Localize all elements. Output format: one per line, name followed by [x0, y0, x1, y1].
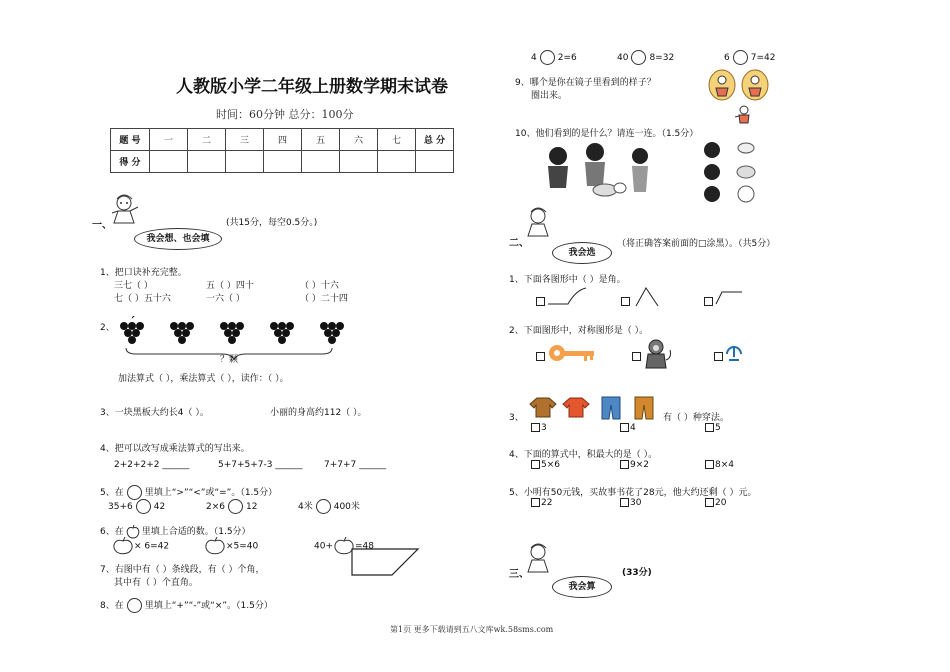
- section1-bubble: 我会想、也会填: [134, 228, 222, 250]
- lamp-symbol-icon: [724, 343, 744, 363]
- q7-line: 其中有（ ）个直角。: [114, 578, 198, 588]
- q5-item-row: [298, 499, 360, 514]
- option-label: 20: [715, 498, 727, 508]
- q10-stem: 10、他们看到的是什么？请连一连。（1.5分）: [515, 129, 699, 139]
- compare-circle[interactable]: [228, 499, 243, 514]
- q6-stem-end: 里填上合适的数。（1.5分）: [141, 527, 251, 537]
- eq-operand: 40: [617, 53, 629, 63]
- answer-checkbox[interactable]: [620, 460, 629, 469]
- table-cell[interactable]: [416, 151, 454, 173]
- eq-operand: 4: [531, 53, 537, 63]
- curve-shape-icon: [546, 284, 588, 306]
- q5-item: 35+6: [108, 502, 133, 512]
- q8-stem-start: 8、在: [100, 601, 124, 611]
- answer-checkbox[interactable]: [620, 498, 629, 507]
- answer-checkbox[interactable]: [620, 423, 629, 432]
- q6-item: =48: [355, 541, 374, 552]
- grape-bunch-icon: [270, 322, 294, 344]
- children-observing-illustration: [540, 140, 655, 200]
- q4-item: 5+7+5+7-3 ______: [218, 460, 303, 470]
- table-cell: 题 号: [111, 129, 150, 151]
- answer-checkbox[interactable]: [705, 423, 714, 432]
- table-cell[interactable]: [340, 151, 378, 173]
- answer-checkbox[interactable]: [531, 423, 540, 432]
- s2-q1-stem: 1、下面各图形中（ ）是角。: [509, 275, 626, 285]
- table-cell[interactable]: [264, 151, 302, 173]
- table-cell: 三: [226, 129, 264, 151]
- option-label: 5×6: [541, 460, 560, 470]
- s2-q4-option: [531, 460, 560, 470]
- mirror-image-option-icon[interactable]: [740, 68, 770, 102]
- eq-rest: 7=42: [750, 53, 776, 63]
- section2-points: （将正确答案前面的□涂黑）。（共5分）: [617, 239, 776, 249]
- mirror-image-option-icon[interactable]: [707, 68, 737, 102]
- sweater-icon: [562, 396, 590, 418]
- section3-bubble: 我会算: [552, 576, 612, 598]
- table-cell[interactable]: [302, 151, 340, 173]
- option-label: 3: [541, 423, 547, 433]
- q6-item-row: [112, 537, 169, 555]
- score-table: [110, 128, 454, 173]
- child-with-racket-icon: [734, 105, 754, 127]
- s2-q5-stem: 5、小明有50元钱，买故事书花了28元，他大约还剩（ ）元。: [509, 488, 757, 498]
- apple-blank-icon[interactable]: [112, 537, 134, 555]
- q5-item: 4米: [298, 502, 313, 512]
- operator-circle[interactable]: [540, 50, 555, 65]
- s2-q3-text: 有（ ）种穿法。: [663, 413, 729, 423]
- q2-brace-label: ？颗: [220, 355, 239, 365]
- q8-stem-end: 里填上“+”“-”或“×”。（1.5分）: [144, 601, 273, 611]
- answer-checkbox[interactable]: [704, 297, 713, 306]
- q5-stem: [100, 485, 277, 500]
- option-label: 5: [715, 423, 721, 433]
- answer-checkbox[interactable]: [632, 352, 641, 361]
- q1-item: 五（ ）四十: [206, 281, 254, 291]
- s2-q4-option: [705, 460, 734, 470]
- page-footer: 第1页 更多下载请到五八文库wk.58sms.com: [390, 625, 554, 634]
- option-label: 4: [630, 423, 636, 433]
- angle-shape-icon: [632, 284, 662, 308]
- compare-circle[interactable]: [136, 499, 151, 514]
- answer-checkbox[interactable]: [531, 460, 540, 469]
- eq-item: [724, 50, 775, 65]
- s2-q5-option: [620, 498, 641, 508]
- s2-q4-stem: 4、下面的算式中，积最大的是（ ）。: [509, 450, 658, 460]
- s2-q4-option: [620, 460, 649, 470]
- section2-bubble: 我会选: [552, 242, 612, 264]
- q1-item: 三七（ ）: [114, 281, 153, 291]
- q4-stem: 4、把可以改写成乘法算式的写出来。: [100, 444, 250, 454]
- eq-rest: 8=32: [649, 53, 675, 63]
- key-icon: [548, 343, 596, 363]
- q1-item: 七（ ）五十六: [114, 294, 171, 304]
- q3-part: 小丽的身高约112（ ）。: [270, 408, 367, 418]
- q6-item-row: [204, 537, 258, 555]
- table-cell: 七: [378, 129, 416, 151]
- answer-checkbox[interactable]: [531, 498, 540, 507]
- q1-item: （ ）十六: [300, 281, 339, 291]
- option-label: 30: [630, 498, 642, 508]
- q6-stem-start: 6、在: [100, 527, 124, 537]
- s2-q3-option: [531, 423, 547, 433]
- table-cell[interactable]: [226, 151, 264, 173]
- q5-item: 12: [246, 502, 258, 512]
- trousers-icon: [633, 396, 655, 420]
- answer-checkbox[interactable]: [536, 352, 545, 361]
- answer-checkbox[interactable]: [621, 297, 630, 306]
- table-cell[interactable]: [378, 151, 416, 173]
- table-cell: 六: [340, 129, 378, 151]
- q9-line: 圈出来。: [531, 91, 568, 101]
- q7-line: 7、右图中有（ ）条线段，有（ ）个角，: [100, 565, 265, 575]
- s2-q5-option: [531, 498, 552, 508]
- answer-circle: [127, 598, 142, 613]
- section2-label: 二、: [509, 238, 529, 249]
- q6-item: ×5=40: [226, 541, 259, 552]
- s2-q3-option: [705, 423, 721, 433]
- q1-stem: 1、把口诀补充完整。: [100, 268, 187, 278]
- q2-answer-line: 加法算式（ ），乘法算式（ ），读作：（ ）。: [118, 374, 289, 384]
- answer-checkbox[interactable]: [714, 352, 723, 361]
- option-label: 22: [541, 498, 553, 508]
- option-label: 8×4: [715, 460, 734, 470]
- q5-item: 2×6: [206, 502, 225, 512]
- q4-item: 7+7+7 ______: [324, 460, 387, 470]
- open-angle-shape-icon: [714, 288, 744, 306]
- operator-circle[interactable]: [733, 50, 748, 65]
- table-cell: 总 分: [416, 129, 454, 151]
- view-options-grid-icon: [700, 140, 766, 206]
- q3-part: 3、一块黑板大约长4（ ）。: [100, 408, 209, 418]
- s2-q2-stem: 2、下面图形中，对称图形是（ ）。: [509, 326, 649, 336]
- q4-item: 2+2+2+2 ______: [114, 460, 190, 470]
- cartoon-girl-icon: [108, 193, 142, 229]
- q1-item: （ ）二十四: [300, 294, 348, 304]
- q6-item: × 6=42: [134, 541, 170, 552]
- section3-points: (33分): [622, 568, 652, 578]
- section1-points: (共15分，每空0.5分。): [226, 218, 318, 228]
- q8-stem: [100, 598, 273, 613]
- q5-stem-start: 5、在: [100, 488, 124, 498]
- score-table-score-row: [111, 151, 454, 173]
- table-cell[interactable]: [188, 151, 226, 173]
- s2-q3-number: 3、: [509, 413, 524, 423]
- table-cell: 得 分: [111, 151, 150, 173]
- apple-blank-icon[interactable]: [204, 537, 226, 555]
- q5-stem-end: 里填上“>”“<”或“=”。（1.5分）: [144, 488, 278, 498]
- grape-bunch-icon: [220, 322, 244, 344]
- q9-line: 9、哪个是你在镜子里看到的样子？: [515, 78, 656, 88]
- operator-circle[interactable]: [631, 50, 646, 65]
- option-label: 9×2: [630, 460, 649, 470]
- s2-q5-option: [705, 498, 726, 508]
- eq-item: [617, 50, 674, 65]
- q5-item: 42: [153, 502, 166, 512]
- exam-time-info: 时间：60分钟 总分：100分: [216, 108, 354, 121]
- jeans-icon: [600, 396, 622, 420]
- grape-bunch-icon: [170, 322, 194, 344]
- eq-rest: 2=6: [557, 53, 577, 63]
- s2-q3-option: [620, 423, 636, 433]
- table-cell: 五: [302, 129, 340, 151]
- table-cell: 二: [188, 129, 226, 151]
- table-cell: 一: [150, 129, 188, 151]
- grape-bunch-icon: [120, 316, 144, 344]
- score-table-header-row: [111, 129, 454, 151]
- section3-label: 三、: [509, 569, 529, 580]
- answer-circle: [127, 485, 142, 500]
- angle-figure: [348, 545, 422, 579]
- q1-item: 一六（ ）: [206, 294, 245, 304]
- table-cell[interactable]: [150, 151, 188, 173]
- eq-item: [531, 50, 577, 65]
- compare-circle[interactable]: [316, 499, 331, 514]
- answer-checkbox[interactable]: [705, 498, 714, 507]
- monkey-icon: [642, 338, 672, 370]
- q5-item-row: [108, 499, 165, 514]
- grape-bunch-icon: [320, 322, 344, 344]
- q5-item: 400米: [333, 502, 360, 512]
- q2-number: 2、: [100, 323, 115, 333]
- q5-item-row: [206, 499, 257, 514]
- jacket-icon: [529, 396, 557, 418]
- section1-label: 一、: [92, 220, 112, 231]
- page-title: 人教版小学二年级上册数学期末试卷: [176, 77, 448, 97]
- eq-operand: 6: [724, 53, 730, 63]
- answer-checkbox[interactable]: [705, 460, 714, 469]
- table-cell: 四: [264, 129, 302, 151]
- answer-checkbox[interactable]: [536, 297, 545, 306]
- q6-item: 40+: [314, 541, 333, 552]
